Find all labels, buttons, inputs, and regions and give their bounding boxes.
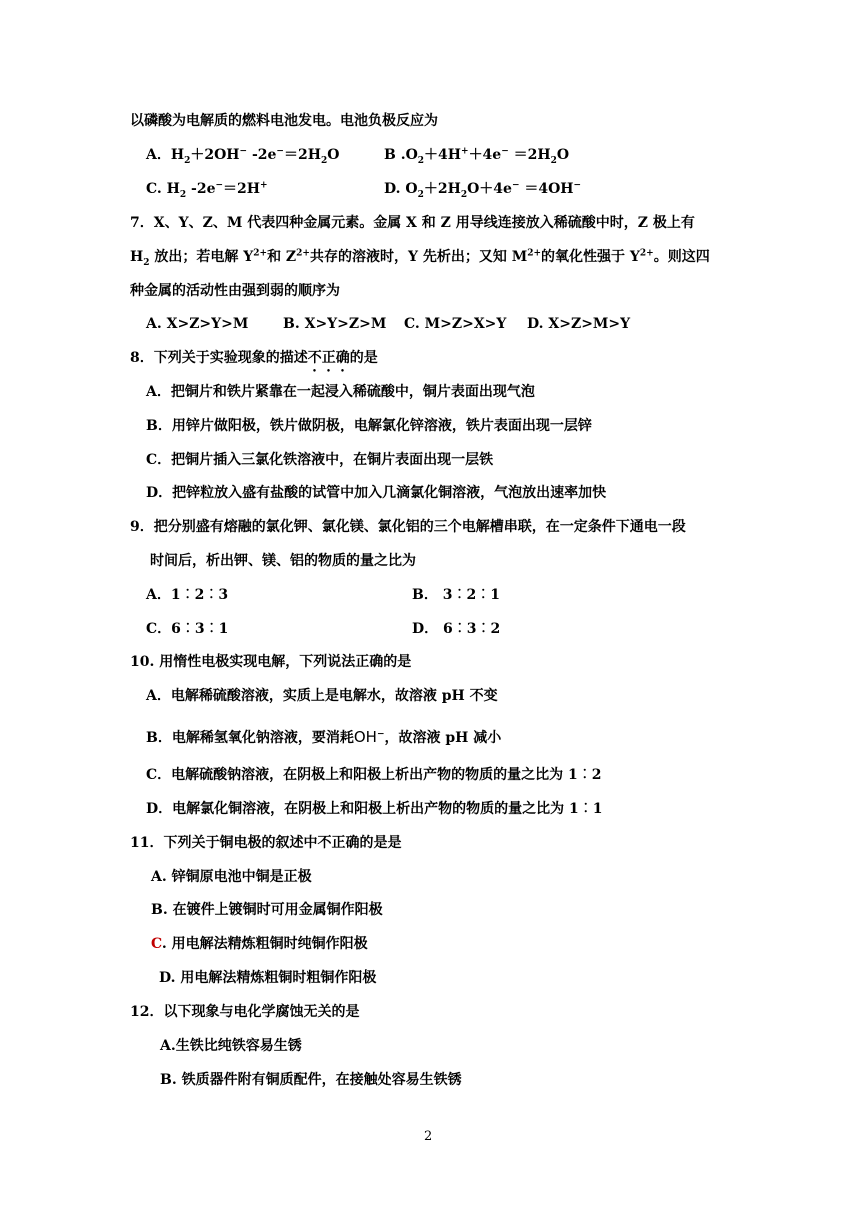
q12-option-a: A.生铁比纯铁容易生锈 — [160, 1038, 302, 1054]
q9-stem-line2: 时间后，析出钾、镁、铝的物质的量之比为 — [150, 553, 416, 569]
q9-option-a: A．1︰2︰3 — [146, 587, 229, 603]
q6-option-b: B $.O_2+4H^++4e^- =2H_2O$ — [384, 146, 570, 166]
q7-stem-line3: 种金属的活动性由强到弱的顺序为 — [130, 283, 340, 299]
q11-option-b: B. 在镀件上镀铜时可用金属铜作阳极 — [151, 902, 383, 918]
q7-option-b: B. X>Y>Z>M — [283, 316, 387, 332]
q10-stem: 10. 用惰性电极实现电解，下列说法正确的是 — [130, 654, 412, 670]
q8-stem: 8．下列关于实验现象的描述不正确的是 — [130, 350, 378, 366]
q12-stem: 12．以下现象与电化学腐蚀无关的是 — [130, 1004, 360, 1020]
q10-option-d: D．电解氯化铜溶液，在阴极上和阳极上析出产物的物质的量之比为 1︰1 — [146, 801, 603, 817]
q7-option-a: A. X>Z>Y>M — [146, 316, 249, 332]
q11-option-d: D. 用电解法精炼粗铜时粗铜作阳极 — [159, 970, 377, 986]
emphasis-text: 不正确 — [307, 350, 350, 366]
q11-option-c: C. 用电解法精炼粗铜时纯铜作阳极 — [151, 936, 368, 952]
q7-option-c: C. M>Z>X>Y — [404, 316, 507, 332]
q6-option-a: A．$H_2+2OH^-$ $-2e^-=2H_2O$ — [146, 146, 340, 166]
q10-option-a: A．电解稀硫酸溶液，实质上是电解水，故溶液 pH 不变 — [146, 688, 498, 704]
q8-option-c: C．把铜片插入三氯化铁溶液中，在铜片表面出现一层铁 — [146, 452, 494, 468]
q7-option-d: D. X>Z>M>Y — [527, 316, 631, 332]
q7-stem-line2: $H_2$ 放出；若电解 $Y^{2+}$和 $Z^{2+}$共存的溶液时，Y 先析出；又知 $M^{2+}$的氧化性强于 $Y^{2+}$。则这四 — [130, 248, 710, 268]
q10-option-b: B．电解稀氢氧化钠溶液，要消耗OH−，故溶液 pH 减小 — [146, 728, 502, 746]
q7-stem-line1: 7．X、Y、Z、M 代表四种金属元素。金属 X 和 Z 用导线连接放入稀硫酸中时，Z 极上有 — [130, 215, 695, 231]
q10-option-c: C．电解硫酸钠溶液，在阴极上和阳极上析出产物的物质的量之比为 1︰2 — [146, 767, 602, 783]
q6-option-c: C. $H_2$ -2e−＝2H+ — [146, 180, 268, 200]
q9-option-d: D． 6︰3︰2 — [412, 621, 501, 637]
q6-option-d: D. $O_2+2H_2O+4e^- =4OH^-$ — [384, 180, 582, 200]
q9-stem-line1: 9．把分别盛有熔融的氯化钾、氯化镁、氯化铝的三个电解槽串联，在一定条件下通电一段 — [130, 519, 686, 535]
q8-option-a: A．把铜片和铁片紧靠在一起浸入稀硫酸中，铜片表面出现气泡 — [146, 384, 535, 400]
q8-option-d: D．把锌粒放入盛有盐酸的试管中加入几滴氯化铜溶液，气泡放出速率加快 — [146, 485, 607, 501]
intro-text: 以磷酸为电解质的燃料电池发电。电池负极反应为 — [130, 113, 438, 129]
q9-option-c: C．6︰3︰1 — [146, 621, 229, 637]
q12-option-b: B. 铁质器件附有铜质配件，在接触处容易生铁锈 — [160, 1072, 462, 1088]
page-number: 2 — [424, 1129, 433, 1144]
q11-stem: 11．下列关于铜电极的叙述中不正确的是是 — [130, 835, 402, 851]
q8-option-b: B．用锌片做阳极，铁片做阴极，电解氯化锌溶液，铁片表面出现一层锌 — [146, 418, 592, 434]
q9-option-b: B． 3︰2︰1 — [412, 587, 500, 603]
q11-option-a: A. 锌铜原电池中铜是正极 — [151, 869, 312, 885]
